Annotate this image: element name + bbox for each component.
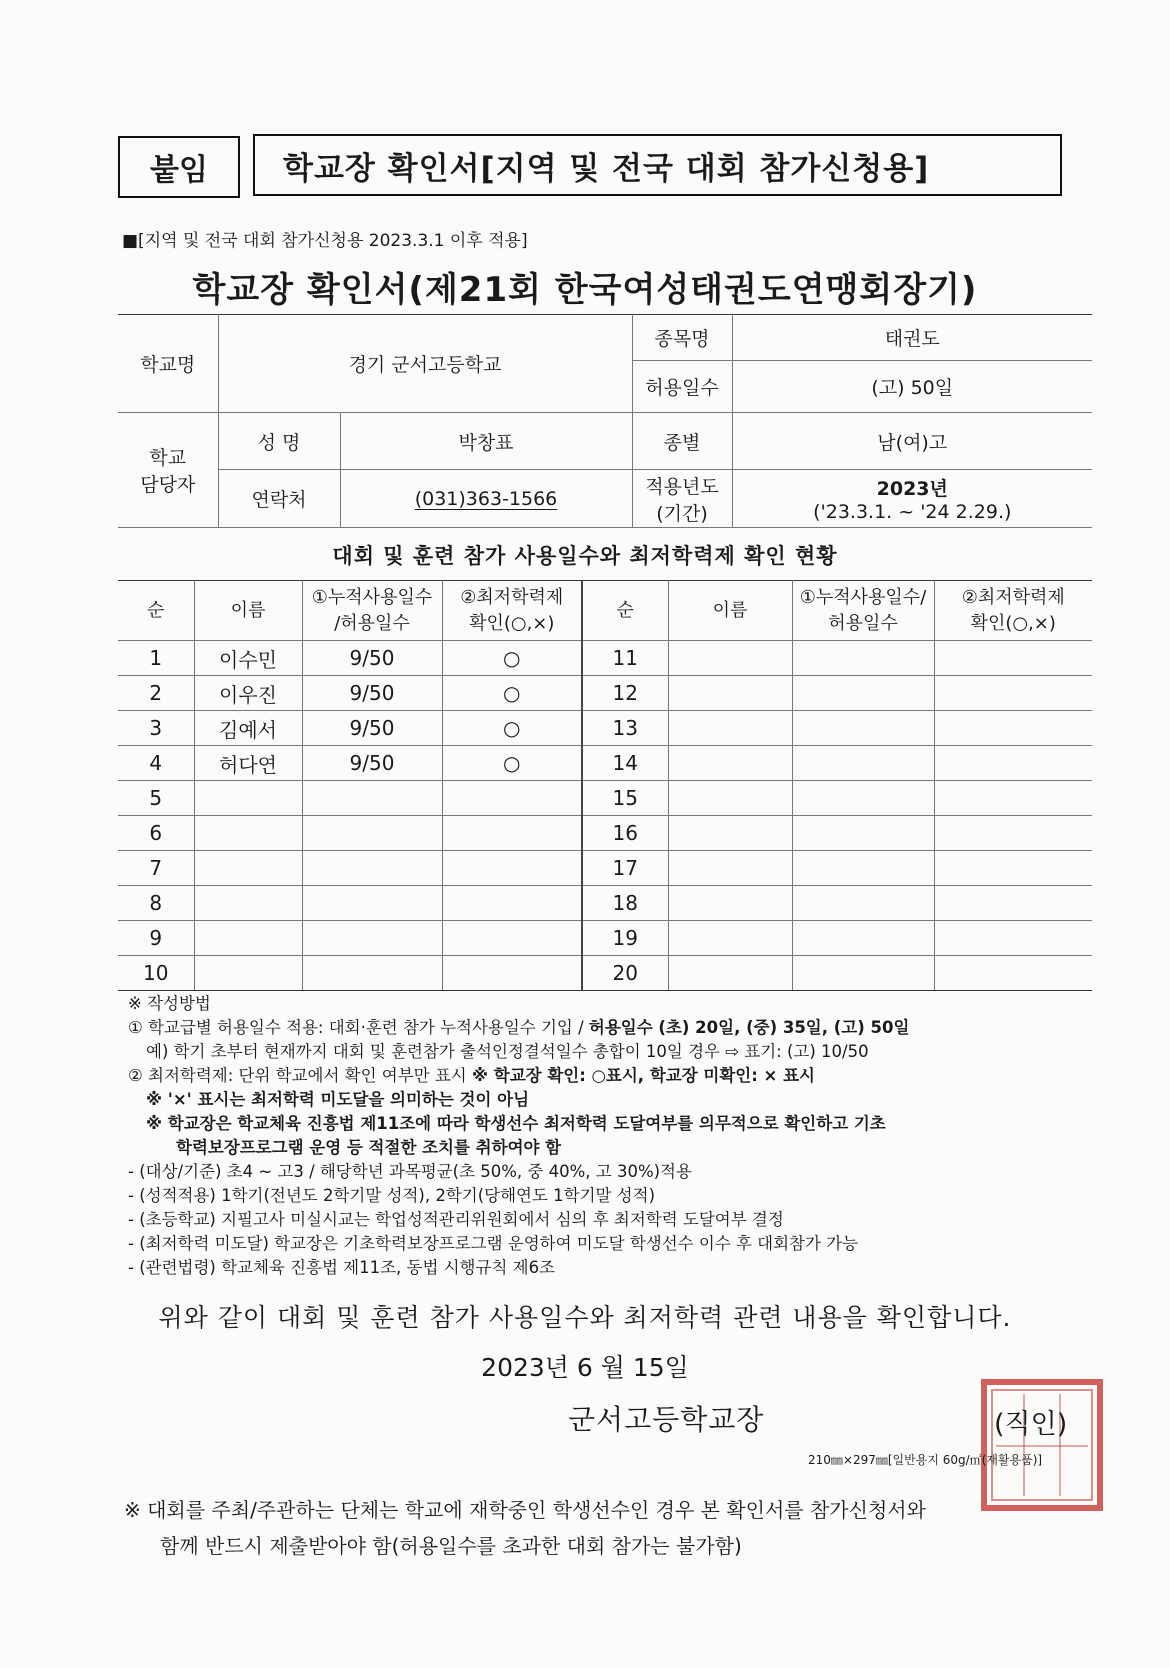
allowed-days-value: (고) 50일 [732, 361, 1092, 413]
note-dash-1: - (대상/기준) 초4 ~ 고3 / 해당학년 과목평균(초 50%, 중 40%, 고 30%)적용 [128, 1162, 692, 1181]
note-2: ② 최저학력제: 단위 학교에서 확인 여부만 표시 ※ 학교장 확인: ○표시, 학교장 미확인: × 표시 [128, 1066, 815, 1085]
table-row: 6 16 [118, 816, 1092, 851]
table-row: 2 이우진 9/50 ○ 12 [118, 676, 1092, 711]
allowed-days-label: 허용일수 [632, 361, 732, 413]
category-value: 남(여)고 [732, 413, 1092, 470]
note-dash-3: - (초등학교) 지필고사 미실시교는 학업성적관리위원회에서 심의 후 최저학력 도달여부 결정 [128, 1210, 784, 1229]
col-academic: ②최저학력제 확인(○,×) [442, 581, 582, 641]
confirmation-date: 2023년 6 월 15일 [481, 1353, 689, 1382]
col-name-right: 이름 [668, 581, 792, 641]
contact-value: (031)363-1566 [340, 470, 632, 528]
col-name: 이름 [194, 581, 302, 641]
note-3: ※ '×' 표시는 최저학력 미도달을 의미하는 것이 아님 [146, 1090, 530, 1109]
footer-note: ※ 대회를 주최/주관하는 단체는 학교에 재학중인 학생선수인 경우 본 확인서를 참가신청서와 함께 반드시 제출받아야 함(허용일수를 초과한 대회 참가는 불가함) [124, 1498, 926, 1558]
manager-label: 학교 담당자 [118, 413, 218, 528]
table-row: 8 18 [118, 886, 1092, 921]
name-value: 박창표 [340, 413, 632, 470]
info-table [118, 314, 1092, 528]
table-row: 10 20 [118, 956, 1092, 991]
note-4-cont: 학력보장프로그램 운영 등 적절한 조치를 취하여야 함 [176, 1138, 562, 1157]
attachment-label: 붙임 [118, 136, 240, 198]
confirmation-sentence: 위와 같이 대회 및 훈련 참가 사용일수와 최저학력 관련 내용을 확인합니다. [158, 1303, 1012, 1332]
table-row: 1 이수민 9/50 ○ 11 [118, 641, 1092, 676]
event-value: 태권도 [732, 315, 1092, 361]
note-dash-4: - (최저학력 미도달) 학교장은 기초학력보장프로그램 운영하여 미도달 학생선수 이수 후 대회참가 가능 [128, 1234, 859, 1253]
notes-title: ※ 작성방법 [128, 994, 211, 1013]
official-seal [978, 1376, 1106, 1514]
note-dash-2: - (성적적용) 1학기(전년도 2학기말 성적), 2학기(당해연도 1학기말 성적) [128, 1186, 656, 1205]
notes-section [128, 992, 909, 1280]
note-1-example: 예) 학기 초부터 현재까지 대회 및 훈련참가 출석인정결석일수 총합이 10일 경우 ⇨ 표기: (고) 10/50 [146, 1042, 869, 1061]
year-value: 2023년 ('23.3.1. ~ '24 2.29.) [732, 470, 1092, 528]
category-label: 종별 [632, 413, 732, 470]
school-value: 경기 군서고등학교 [218, 315, 632, 413]
col-academic-right: ②최저학력제 확인(○,×) [934, 581, 1092, 641]
col-days-right: ①누적사용일수/ 허용일수 [792, 581, 934, 641]
seal-label: (직인) [994, 1409, 1068, 1440]
table-row: 9 19 [118, 921, 1092, 956]
col-days: ①누적사용일수 /허용일수 [302, 581, 442, 641]
note-4: ※ 학교장은 학교체육 진흥법 제11조에 따라 학생선수 최저학력 도달여부를 의무적으로 확인하고 기초 [146, 1114, 886, 1133]
col-no: 순 [118, 581, 194, 641]
roster-table [118, 580, 1092, 991]
table-row: 3 김예서 9/50 ○ 13 [118, 711, 1092, 746]
note-dash-5: - (관련법령) 학교체육 진흥법 제11조, 동법 시행규칙 제6조 [128, 1258, 555, 1277]
main-title: 학교장 확인서(제21회 한국여성태권도연맹회장기) [192, 270, 978, 310]
form-title: 학교장 확인서[지역 및 전국 대회 참가신청용] [253, 134, 1062, 196]
paper-spec: 210㎜×297㎜[일반용지 60g/㎡(재활용품)] [808, 1453, 1043, 1467]
table-row: 4 허다연 9/50 ○ 14 [118, 746, 1092, 781]
principal-name: 군서고등학교장 [568, 1403, 765, 1436]
event-label: 종목명 [632, 315, 732, 361]
col-no-right: 순 [582, 581, 668, 641]
year-label: 적용년도 (기간) [632, 470, 732, 528]
note-1: ① 학교급별 허용일수 적용: 대회·훈련 참가 누적사용일수 기입 / 허용일수 (초) 20일, (중) 35일, (고) 50일 [128, 1018, 910, 1037]
school-label: 학교명 [118, 315, 218, 413]
roster-heading: 대회 및 훈련 참가 사용일수와 최저학력제 확인 현황 [332, 544, 838, 568]
table-row: 5 15 [118, 781, 1092, 816]
apply-note: ■[지역 및 전국 대회 참가신청용 2023.3.1 이후 적용] [122, 231, 528, 251]
name-label: 성 명 [218, 413, 340, 470]
table-row: 7 17 [118, 851, 1092, 886]
contact-label: 연락처 [218, 470, 340, 528]
